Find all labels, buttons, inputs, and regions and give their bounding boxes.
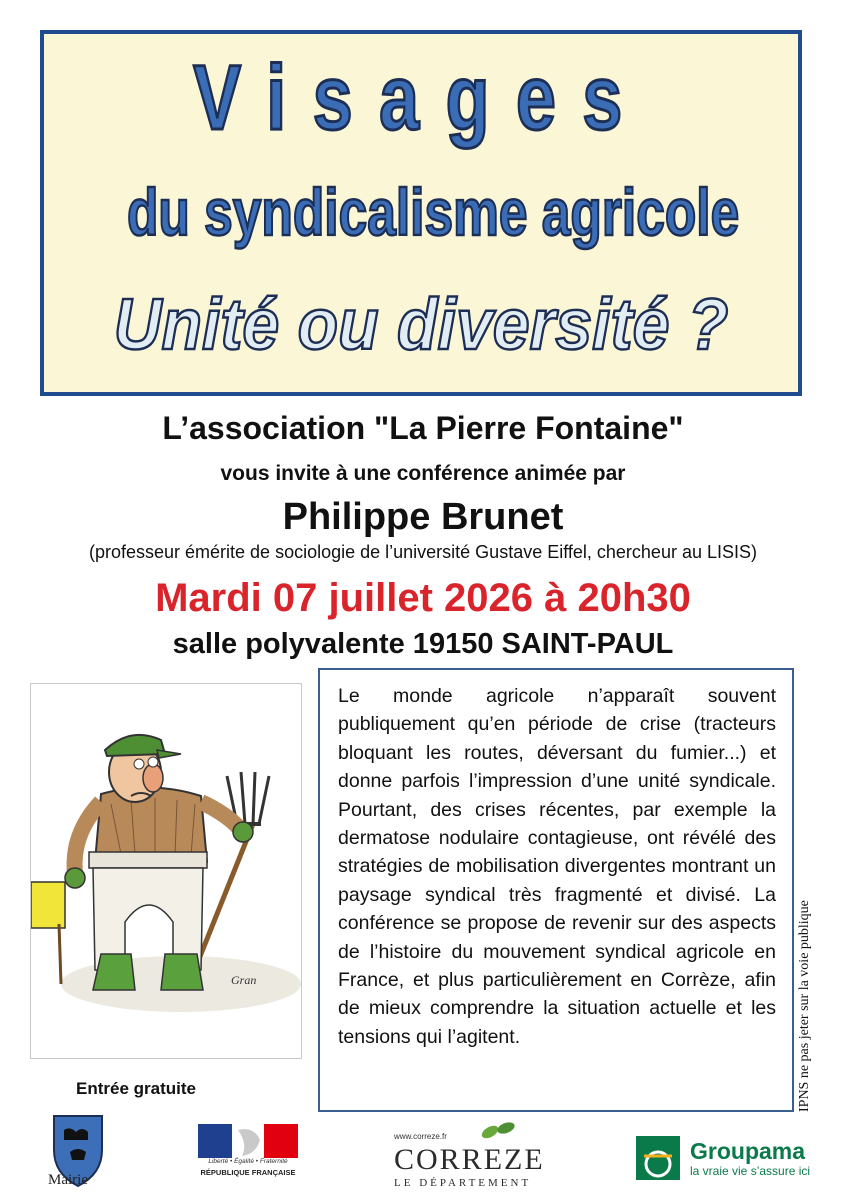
event-venue: salle polyvalente 19150 SAINT-PAUL <box>172 628 674 660</box>
free-entry-label: Entrée gratuite <box>76 1079 196 1098</box>
title-box <box>40 30 802 396</box>
summary-box <box>318 668 794 1112</box>
republique-motto: Liberté • Égalité • Fraternité <box>208 1158 288 1165</box>
farmer-cartoon-icon <box>31 684 301 1058</box>
summary-text: Le monde agricole n’apparaît souvent publiquement qu’en période de crise (tracteurs bloquant les routes, déversant du fumier...) et donne parfois l’impression d’une unité syndicale. Pourtant, des crises récentes, par exemple la dermatose nodulaire contagieuse, ont révélé des stratégies de mobilisation divergentes montrant un paysage syndical très fragmenté et divisé. La conférence se propose de revenir sur des aspects de l’histoire du mouvement syndical agricole en France, et plus particulièrement en Corrèze, afin de mieux comprendre la situation actuelle et les tensions qui l’agitent. <box>338 685 776 1048</box>
event-datetime: Mardi 07 juillet 2026 à 20h30 <box>155 576 691 620</box>
speaker-description: (professeur émérite de sociologie de l’université Gustave Eiffel, chercheur au LISIS) <box>88 542 757 562</box>
title-main: Visages <box>193 47 649 149</box>
legal-notice: IPNS ne pas jeter sur la voie publique <box>797 900 812 1112</box>
title-question: Unité ou diversité ? <box>113 285 729 365</box>
groupama-tagline: la vraie vie s’assure ici <box>690 1164 811 1178</box>
invitation-text: vous invite à une conférence animée par <box>220 462 626 485</box>
farmer-illustration <box>30 683 302 1059</box>
speaker-name: Philippe Brunet <box>282 496 564 538</box>
title-subtitle: du syndicalisme agricole <box>126 175 740 249</box>
correze-subtitle: LE DÉPARTEMENT <box>394 1177 532 1189</box>
groupama-name: Groupama <box>690 1138 806 1164</box>
correze-url: www.correze.fr <box>394 1132 447 1141</box>
leaf-icon <box>478 1118 518 1142</box>
correze-name: CORREZE <box>394 1143 545 1176</box>
illustration-signature: Gran <box>231 973 257 987</box>
republique-name: RÉPUBLIQUE FRANÇAISE <box>200 1168 296 1177</box>
groupama-icon <box>636 1136 680 1180</box>
association-name: L’association "La Pierre Fontaine" <box>162 410 684 446</box>
mairie-label: Mairie <box>48 1172 88 1188</box>
